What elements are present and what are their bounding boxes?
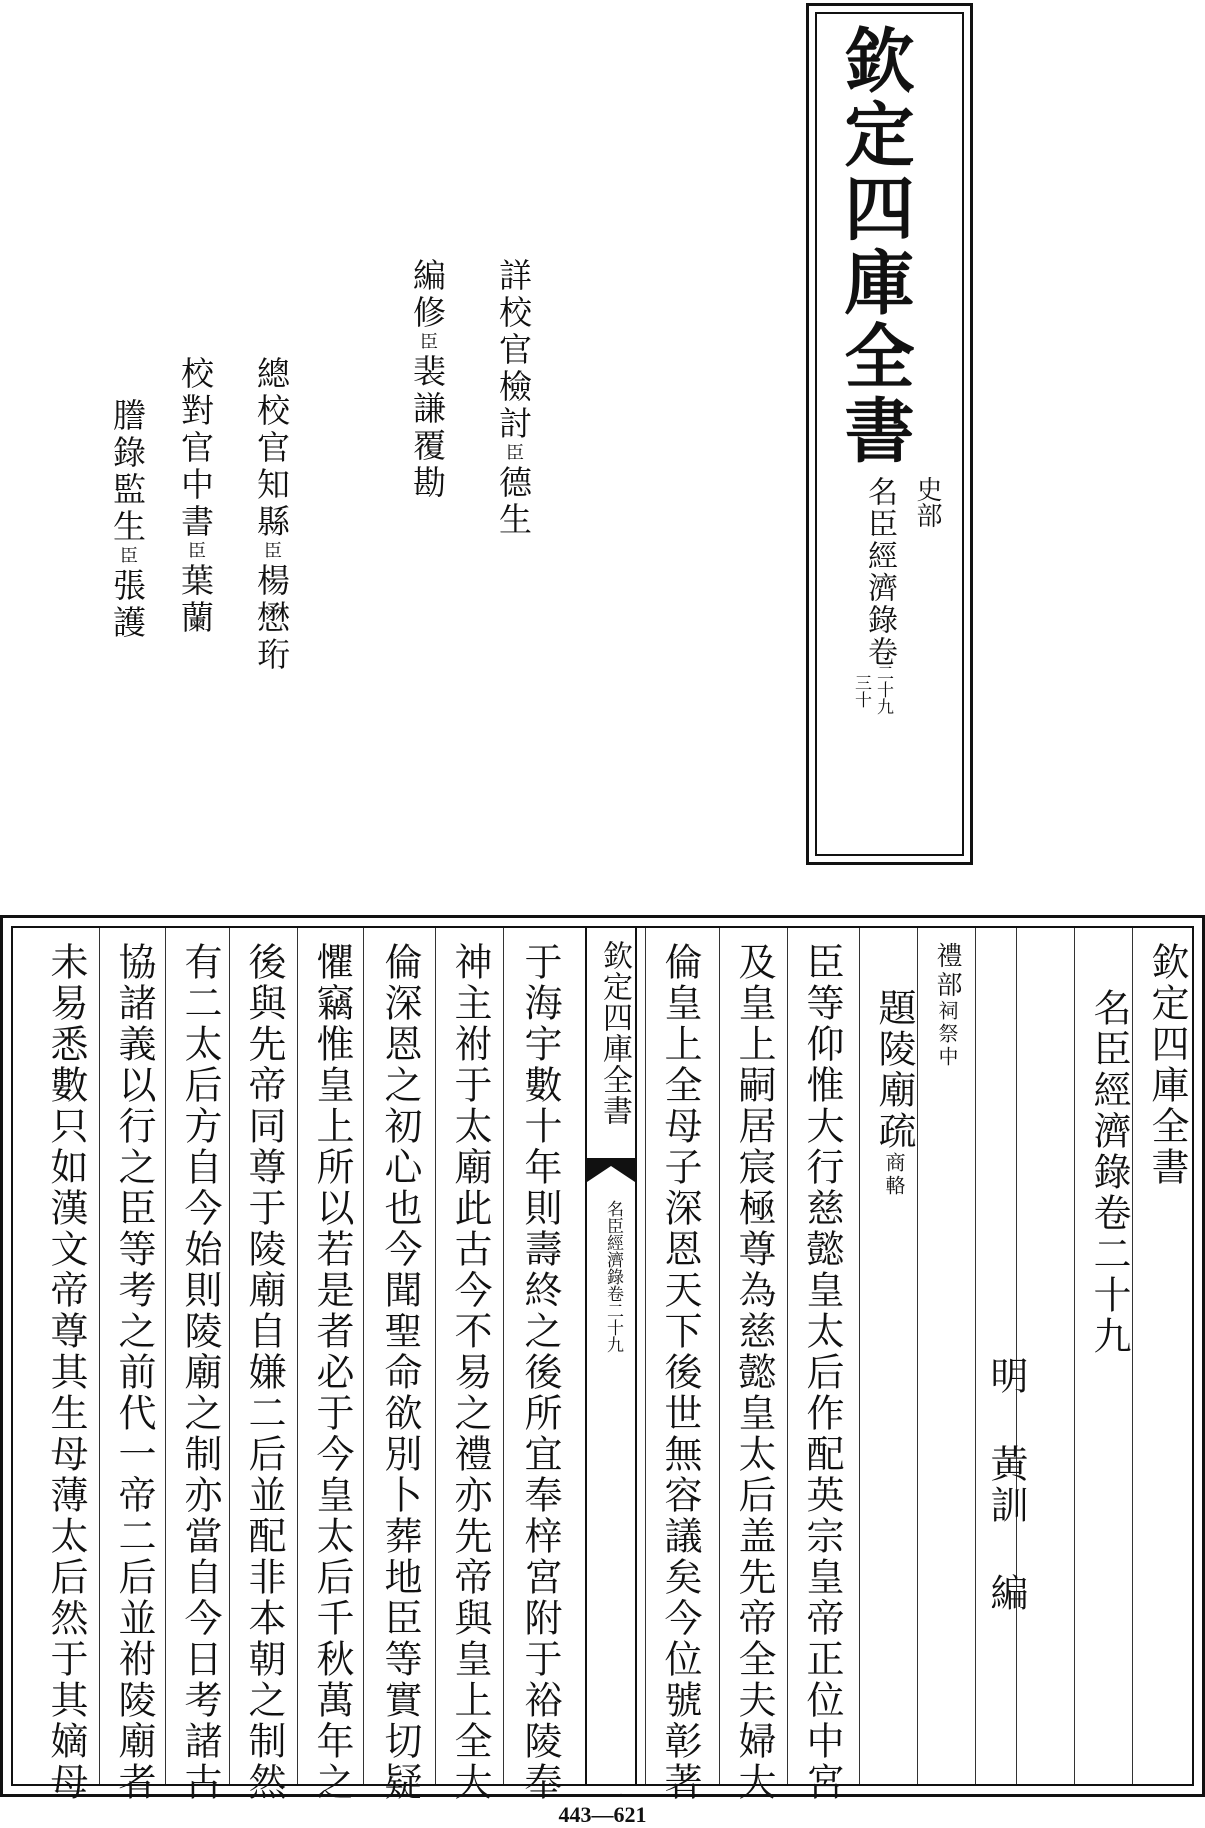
body-line: 及皇上嗣居宸極尊為慈懿皇太后盖先帝全夫婦大 [732,942,776,1803]
credit-chief-proofreader [248,356,295,674]
body-line: 後與先帝同尊于陵廟自嫌二后並配非本朝之制然 [242,942,286,1803]
text-page [0,915,1205,1804]
section-name: 禮部 [932,942,962,1000]
cover-volume-first: 二十九 [873,664,893,715]
cover-category: 史部 [912,476,942,528]
credit-person: 德生 [494,465,533,539]
page-book-volume: 名臣經濟錄卷二十九 [1087,988,1131,1357]
doc-title: 題陵廟疏 [872,988,916,1152]
body-line: 未易悉數只如漢文帝尊其生母薄太后然于其嫡母 [44,942,88,1803]
credit-person: 葉蘭 [176,563,215,637]
banxin-title: 欽定四庫全書 [597,940,632,1126]
section-sub: 祠祭中 [935,1000,959,1069]
banxin-page: 一 [605,1788,624,1804]
credit-role: 謄錄監生 [108,398,147,546]
credit-subject-mark: 臣 [117,546,138,568]
cover-label-box [806,3,973,865]
credit-proofreader [490,258,537,539]
body-line: 有二太后方自今始則陵廟之制亦當自今日考諸古 [178,942,222,1803]
body-line: 倫深恩之初心也今聞聖命欲別卜葬地臣等實切疑 [378,942,422,1803]
credit-subject-mark: 臣 [503,443,524,465]
credit-person: 張護 [108,568,147,642]
body-line: 懼竊惟皇上所以若是者必于今皇太后千秋萬年之 [310,942,354,1803]
body-line: 協諸義以行之臣等考之前代一帝二后並祔陵廟者 [112,942,156,1803]
author-edit: 編 [984,1573,1028,1614]
credit-subject-mark: 臣 [417,332,438,354]
credit-role: 總校官知縣 [252,356,291,541]
page-doc-heading [867,928,922,1784]
credit-subject-mark: 臣 [261,541,282,563]
body-line: 神主祔于太廟此古今不易之禮亦先帝與皇上全大 [448,942,492,1803]
credit-person: 楊懋珩 [252,563,291,674]
doc-author: 商輅 [882,1152,906,1198]
page-number: 443—621 [558,1802,647,1827]
center-fold-banxin [585,928,637,1804]
fishtail-ornament [587,1158,635,1182]
cover-volume-second: 三十 [851,674,871,708]
credit-role: 詳校官檢討 [494,258,533,443]
credit-role: 校對官中書 [176,356,215,541]
body-line: 倫皇上全母子深恩天下後世無容議矣今位號彰著 [658,942,702,1803]
credit-collator [172,356,219,637]
author-dynasty: 明 [984,1356,1028,1397]
page-section [925,928,969,1784]
text-page-frame [11,926,1194,1804]
cover-title: 欽定四庫全書 [833,24,916,468]
body-line: 于海宇數十年則壽終之後所宜奉梓宮附于裕陵奉 [518,942,562,1803]
page-header-title: 欽定四庫全書 [1145,942,1189,1188]
credit-subject-mark: 臣 [185,541,206,563]
banxin-volume: 名臣經濟錄卷二十九 [603,1200,623,1353]
cover-book-name: 名臣經濟錄卷 [862,476,897,668]
credit-reviewer [404,258,451,502]
credit-role: 編修 [408,258,447,332]
author-name: 黃訓 [984,1444,1028,1526]
credit-person: 裴謙覆勘 [408,354,447,502]
page-author [979,928,1034,1784]
credit-copyist [104,398,151,642]
body-line: 臣等仰惟大行慈懿皇太后作配英宗皇帝正位中宮 [800,942,844,1803]
